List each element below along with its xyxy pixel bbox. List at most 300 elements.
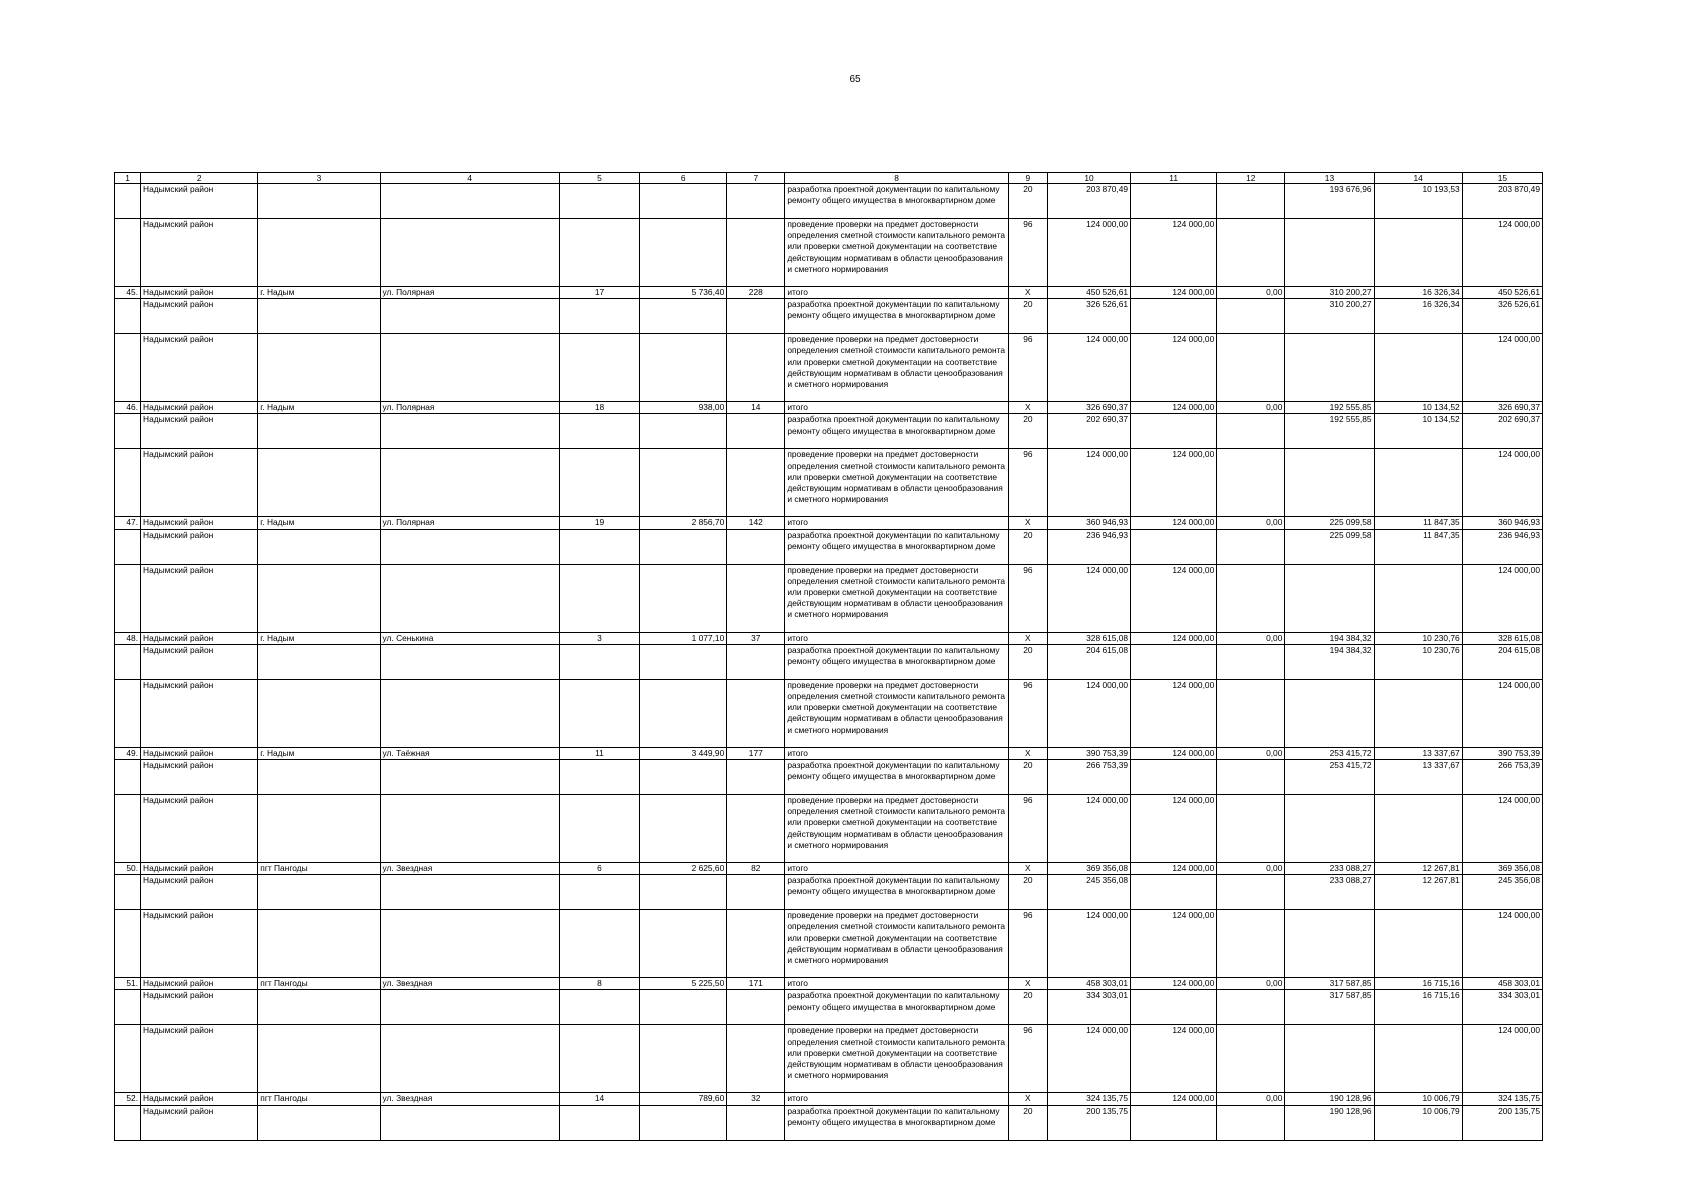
cell-col14: 13 337,67 [1374,760,1462,795]
cell-col13 [1285,334,1374,402]
cell-col11: 124 000,00 [1131,402,1217,414]
cell-area [640,644,727,679]
table-row [115,334,1543,402]
cell-col12 [1217,644,1285,679]
cell-work-code: X [1008,747,1047,759]
cell-col15: 266 753,39 [1462,760,1542,795]
cell-col14 [1374,795,1462,863]
cell-locality [258,564,380,632]
cell-locality [258,529,380,564]
cell-house [559,1025,639,1093]
cell-number [115,184,141,219]
cell-col12 [1217,679,1285,747]
cell-col15: 200 135,75 [1462,1105,1542,1140]
table-row [115,402,1543,414]
cell-house [559,795,639,863]
cell-col11 [1131,644,1217,679]
cell-col14: 10 193,53 [1374,184,1462,219]
cell-work-code: 20 [1008,299,1047,334]
cell-col10: 326 526,61 [1047,299,1130,334]
cell-locality: г. Надым [258,517,380,529]
cell-area [640,299,727,334]
cell-col13 [1285,795,1374,863]
cell-street: ул. Таёжная [380,747,559,759]
cell-house: 8 [559,978,639,990]
cell-col10: 360 946,93 [1047,517,1130,529]
cell-work-code: 96 [1008,449,1047,517]
cell-district: Надымский район [141,990,258,1025]
cell-residents [727,529,785,564]
cell-col13: 194 384,32 [1285,644,1374,679]
cell-col13: 233 088,27 [1285,875,1374,910]
cell-number: 45. [115,287,141,299]
table-row [115,990,1543,1025]
cell-number [115,334,141,402]
cell-area: 3 449,90 [640,747,727,759]
cell-col12 [1217,414,1285,449]
cell-street [380,910,559,978]
cell-col14: 11 847,35 [1374,517,1462,529]
cell-col15: 328 615,08 [1462,632,1542,644]
cell-col10: 202 690,37 [1047,414,1130,449]
table-row [115,875,1543,910]
cell-col12 [1217,910,1285,978]
cell-district: Надымский район [141,402,258,414]
cell-residents [727,1105,785,1140]
col-header: 12 [1217,173,1285,184]
cell-locality: пгт Пангоды [258,1093,380,1105]
cell-area [640,414,727,449]
col-header: 14 [1374,173,1462,184]
cell-residents [727,564,785,632]
cell-district: Надымский район [141,299,258,334]
cell-house [559,910,639,978]
cell-street: ул. Звездная [380,1093,559,1105]
cell-col15: 360 946,93 [1462,517,1542,529]
col-header: 2 [141,173,258,184]
cell-residents: 37 [727,632,785,644]
cell-number: 50. [115,863,141,875]
cell-work-code: 96 [1008,679,1047,747]
cell-number: 52. [115,1093,141,1105]
cell-district: Надымский район [141,910,258,978]
cell-col11 [1131,875,1217,910]
cell-locality: пгт Пангоды [258,863,380,875]
cell-street [380,795,559,863]
cell-col13: 190 128,96 [1285,1105,1374,1140]
cell-district: Надымский район [141,529,258,564]
cell-col11: 124 000,00 [1131,863,1217,875]
cell-col11: 124 000,00 [1131,679,1217,747]
cell-area [640,184,727,219]
cell-col12 [1217,1105,1285,1140]
cell-work-code: 20 [1008,875,1047,910]
page-number: 65 [849,74,861,85]
cell-work-code: X [1008,517,1047,529]
table-row [115,299,1543,334]
cell-col11 [1131,990,1217,1025]
cell-col12: 0,00 [1217,287,1285,299]
cell-district: Надымский район [141,795,258,863]
cell-work-code: 20 [1008,644,1047,679]
cell-col12 [1217,1025,1285,1093]
cell-col13 [1285,449,1374,517]
cell-col12 [1217,564,1285,632]
table-row [115,910,1543,978]
cell-col13: 233 088,27 [1285,863,1374,875]
cell-col13: 225 099,58 [1285,517,1374,529]
cell-col14 [1374,1025,1462,1093]
cell-house: 6 [559,863,639,875]
cell-street: ул. Сенькина [380,632,559,644]
cell-residents: 228 [727,287,785,299]
cell-number [115,644,141,679]
cell-col11 [1131,414,1217,449]
cell-number [115,449,141,517]
cell-district: Надымский район [141,760,258,795]
cell-col11: 124 000,00 [1131,287,1217,299]
cell-district: Надымский район [141,219,258,287]
cell-col14 [1374,679,1462,747]
cell-col12 [1217,760,1285,795]
cell-work-code: 96 [1008,334,1047,402]
cell-house [559,449,639,517]
cell-number: 49. [115,747,141,759]
cell-locality [258,875,380,910]
cell-col12 [1217,299,1285,334]
cell-col15: 124 000,00 [1462,334,1542,402]
cell-col10: 390 753,39 [1047,747,1130,759]
cell-col10: 324 135,75 [1047,1093,1130,1105]
cell-number [115,990,141,1025]
cell-col14: 10 006,79 [1374,1093,1462,1105]
cell-district: Надымский район [141,1093,258,1105]
cell-col15: 204 615,08 [1462,644,1542,679]
cell-street: ул. Полярная [380,287,559,299]
cell-col11 [1131,184,1217,219]
cell-area: 5 225,50 [640,978,727,990]
cell-col11: 124 000,00 [1131,334,1217,402]
cell-col12: 0,00 [1217,402,1285,414]
cell-work-code: 96 [1008,1025,1047,1093]
cell-area [640,529,727,564]
cell-house [559,529,639,564]
cell-number [115,910,141,978]
cell-col11: 124 000,00 [1131,747,1217,759]
cell-house [559,990,639,1025]
cell-street [380,414,559,449]
cell-col11 [1131,299,1217,334]
cell-work-type: итого [785,402,1008,414]
col-header: 5 [559,173,639,184]
cell-col12: 0,00 [1217,863,1285,875]
cell-street [380,219,559,287]
col-header: 6 [640,173,727,184]
cell-house [559,875,639,910]
cell-locality [258,1105,380,1140]
cell-work-type: итого [785,1093,1008,1105]
cell-col15: 236 946,93 [1462,529,1542,564]
cell-locality [258,184,380,219]
cell-street [380,875,559,910]
cell-area [640,910,727,978]
cell-col11: 124 000,00 [1131,632,1217,644]
cell-col15: 124 000,00 [1462,449,1542,517]
cell-col15: 334 303,01 [1462,990,1542,1025]
cell-area [640,760,727,795]
cell-work-code: 96 [1008,795,1047,863]
cell-col11: 124 000,00 [1131,219,1217,287]
cell-residents: 32 [727,1093,785,1105]
col-header: 10 [1047,173,1130,184]
cell-work-type: разработка проектной документации по капитальному ремонту общего имущества в многоквартирном доме [785,529,1008,564]
cell-locality [258,449,380,517]
cell-house: 14 [559,1093,639,1105]
cell-house [559,760,639,795]
cell-house [559,184,639,219]
cell-col11: 124 000,00 [1131,564,1217,632]
cell-col14: 16 715,16 [1374,990,1462,1025]
cell-col10: 266 753,39 [1047,760,1130,795]
cell-work-type: разработка проектной документации по капитальному ремонту общего имущества в многоквартирном доме [785,644,1008,679]
cell-work-type: разработка проектной документации по капитальному ремонту общего имущества в многоквартирном доме [785,990,1008,1025]
cell-street [380,644,559,679]
cell-col15: 390 753,39 [1462,747,1542,759]
cell-street: ул. Полярная [380,517,559,529]
cell-locality [258,910,380,978]
col-header: 9 [1008,173,1047,184]
cell-house: 17 [559,287,639,299]
cell-col10: 124 000,00 [1047,679,1130,747]
cell-col15: 245 356,08 [1462,875,1542,910]
cell-work-code: 20 [1008,184,1047,219]
table-row [115,287,1543,299]
cell-residents [727,184,785,219]
cell-residents [727,219,785,287]
cell-residents: 82 [727,863,785,875]
cell-locality [258,334,380,402]
cell-house: 11 [559,747,639,759]
cell-col10: 334 303,01 [1047,990,1130,1025]
table-row [115,1025,1543,1093]
cell-col10: 458 303,01 [1047,978,1130,990]
cell-locality [258,644,380,679]
cell-col10: 124 000,00 [1047,795,1130,863]
cell-col10: 124 000,00 [1047,219,1130,287]
cell-work-code: X [1008,1093,1047,1105]
cell-area [640,679,727,747]
cell-col15: 458 303,01 [1462,978,1542,990]
cell-col14 [1374,334,1462,402]
cell-work-code: X [1008,863,1047,875]
cell-district: Надымский район [141,564,258,632]
cell-area: 1 077,10 [640,632,727,644]
cell-work-type: итого [785,978,1008,990]
cell-district: Надымский район [141,978,258,990]
cell-work-code: X [1008,402,1047,414]
cell-col13: 317 587,85 [1285,978,1374,990]
table-row [115,747,1543,759]
cell-residents [727,990,785,1025]
cell-col10: 245 356,08 [1047,875,1130,910]
cell-street: ул. Звездная [380,863,559,875]
cell-col15: 324 135,75 [1462,1093,1542,1105]
cell-work-type: итого [785,632,1008,644]
cell-col13: 225 099,58 [1285,529,1374,564]
cell-number [115,564,141,632]
cell-col10: 369 356,08 [1047,863,1130,875]
col-header: 7 [727,173,785,184]
table-row [115,564,1543,632]
cell-col13: 317 587,85 [1285,990,1374,1025]
table-row [115,679,1543,747]
cell-house: 3 [559,632,639,644]
cell-work-code: X [1008,287,1047,299]
cell-street [380,1025,559,1093]
cell-col13 [1285,910,1374,978]
cell-col12: 0,00 [1217,517,1285,529]
cell-street [380,679,559,747]
table-row [115,644,1543,679]
cell-residents [727,299,785,334]
column-number-header [115,173,1543,184]
cell-residents [727,414,785,449]
cell-district: Надымский район [141,863,258,875]
cell-district: Надымский район [141,875,258,910]
cell-col11: 124 000,00 [1131,795,1217,863]
cell-number [115,760,141,795]
cell-house: 19 [559,517,639,529]
cell-col10: 124 000,00 [1047,1025,1130,1093]
cell-street: ул. Полярная [380,402,559,414]
table-row [115,184,1543,219]
cell-col14: 12 267,81 [1374,875,1462,910]
cell-work-type: разработка проектной документации по капитальному ремонту общего имущества в многоквартирном доме [785,875,1008,910]
cell-col11: 124 000,00 [1131,517,1217,529]
cell-work-type: итого [785,747,1008,759]
cell-col12 [1217,334,1285,402]
cell-col12 [1217,990,1285,1025]
cell-col14 [1374,449,1462,517]
cell-locality: г. Надым [258,632,380,644]
cell-work-type: разработка проектной документации по капитальному ремонту общего имущества в многоквартирном доме [785,760,1008,795]
table-row [115,760,1543,795]
cell-locality [258,299,380,334]
cell-area: 2 856,70 [640,517,727,529]
cell-work-type: проведение проверки на предмет достоверности определения сметной стоимости капитального ремонта или проверки сметной документации на соответствие действующим нормативам в области ценообразования и сметного нормирования [785,449,1008,517]
table-row [115,517,1543,529]
cell-area: 938,00 [640,402,727,414]
cell-col12 [1217,875,1285,910]
cell-residents [727,644,785,679]
cell-col10: 326 690,37 [1047,402,1130,414]
cell-district: Надымский район [141,747,258,759]
cell-col11 [1131,1105,1217,1140]
table-row [115,795,1543,863]
cell-col13 [1285,219,1374,287]
cell-work-code: 20 [1008,414,1047,449]
cell-work-code: X [1008,978,1047,990]
cell-col15: 326 690,37 [1462,402,1542,414]
cell-area: 789,60 [640,1093,727,1105]
col-header: 1 [115,173,141,184]
cell-col14: 10 006,79 [1374,1105,1462,1140]
cell-locality [258,795,380,863]
cell-col14: 13 337,67 [1374,747,1462,759]
cell-col10: 124 000,00 [1047,334,1130,402]
cell-col15: 124 000,00 [1462,219,1542,287]
cell-work-code: X [1008,632,1047,644]
cell-residents [727,334,785,402]
cell-locality: г. Надым [258,747,380,759]
cell-col12 [1217,219,1285,287]
cell-work-type: проведение проверки на предмет достоверности определения сметной стоимости капитального ремонта или проверки сметной документации на соответствие действующим нормативам в области ценообразования и сметного нормирования [785,219,1008,287]
cell-area [640,1025,727,1093]
cell-area: 2 625,60 [640,863,727,875]
cell-col11 [1131,760,1217,795]
cell-house [559,334,639,402]
cell-street [380,334,559,402]
cell-number [115,875,141,910]
cell-number [115,219,141,287]
cell-col13 [1285,564,1374,632]
cell-locality [258,990,380,1025]
cell-col11: 124 000,00 [1131,910,1217,978]
cell-number: 46. [115,402,141,414]
cell-col13: 190 128,96 [1285,1093,1374,1105]
cell-district: Надымский район [141,449,258,517]
cell-col10: 236 946,93 [1047,529,1130,564]
cell-work-type: разработка проектной документации по капитальному ремонту общего имущества в многоквартирном доме [785,299,1008,334]
cell-col10: 124 000,00 [1047,910,1130,978]
cell-work-type: разработка проектной документации по капитальному ремонту общего имущества в многоквартирном доме [785,1105,1008,1140]
cell-col14: 10 230,76 [1374,644,1462,679]
table-row [115,1105,1543,1140]
cell-work-type: разработка проектной документации по капитальному ремонту общего имущества в многоквартирном доме [785,184,1008,219]
cell-residents [727,1025,785,1093]
cell-number: 51. [115,978,141,990]
cell-col13: 194 384,32 [1285,632,1374,644]
cell-locality: г. Надым [258,402,380,414]
cell-residents: 171 [727,978,785,990]
cell-residents: 177 [727,747,785,759]
table-row [115,863,1543,875]
cell-work-type: проведение проверки на предмет достоверности определения сметной стоимости капитального ремонта или проверки сметной документации на соответствие действующим нормативам в области ценообразования и сметного нормирования [785,334,1008,402]
cell-work-type: проведение проверки на предмет достоверности определения сметной стоимости капитального ремонта или проверки сметной документации на соответствие действующим нормативам в области ценообразования и сметного нормирования [785,679,1008,747]
cell-col13: 253 415,72 [1285,747,1374,759]
cell-house: 18 [559,402,639,414]
cell-work-code: 20 [1008,760,1047,795]
cell-col11: 124 000,00 [1131,1025,1217,1093]
capital-repair-table [114,172,1543,1141]
cell-col13 [1285,679,1374,747]
cell-district: Надымский район [141,184,258,219]
cell-col10: 124 000,00 [1047,564,1130,632]
cell-number [115,414,141,449]
cell-residents: 14 [727,402,785,414]
cell-number [115,1025,141,1093]
cell-street [380,449,559,517]
cell-district: Надымский район [141,414,258,449]
table-row [115,632,1543,644]
cell-number [115,299,141,334]
cell-work-type: разработка проектной документации по капитальному ремонту общего имущества в многоквартирном доме [785,414,1008,449]
col-header: 8 [785,173,1008,184]
col-header: 11 [1131,173,1217,184]
cell-col13: 253 415,72 [1285,760,1374,795]
cell-locality: г. Надым [258,287,380,299]
cell-col10: 328 615,08 [1047,632,1130,644]
